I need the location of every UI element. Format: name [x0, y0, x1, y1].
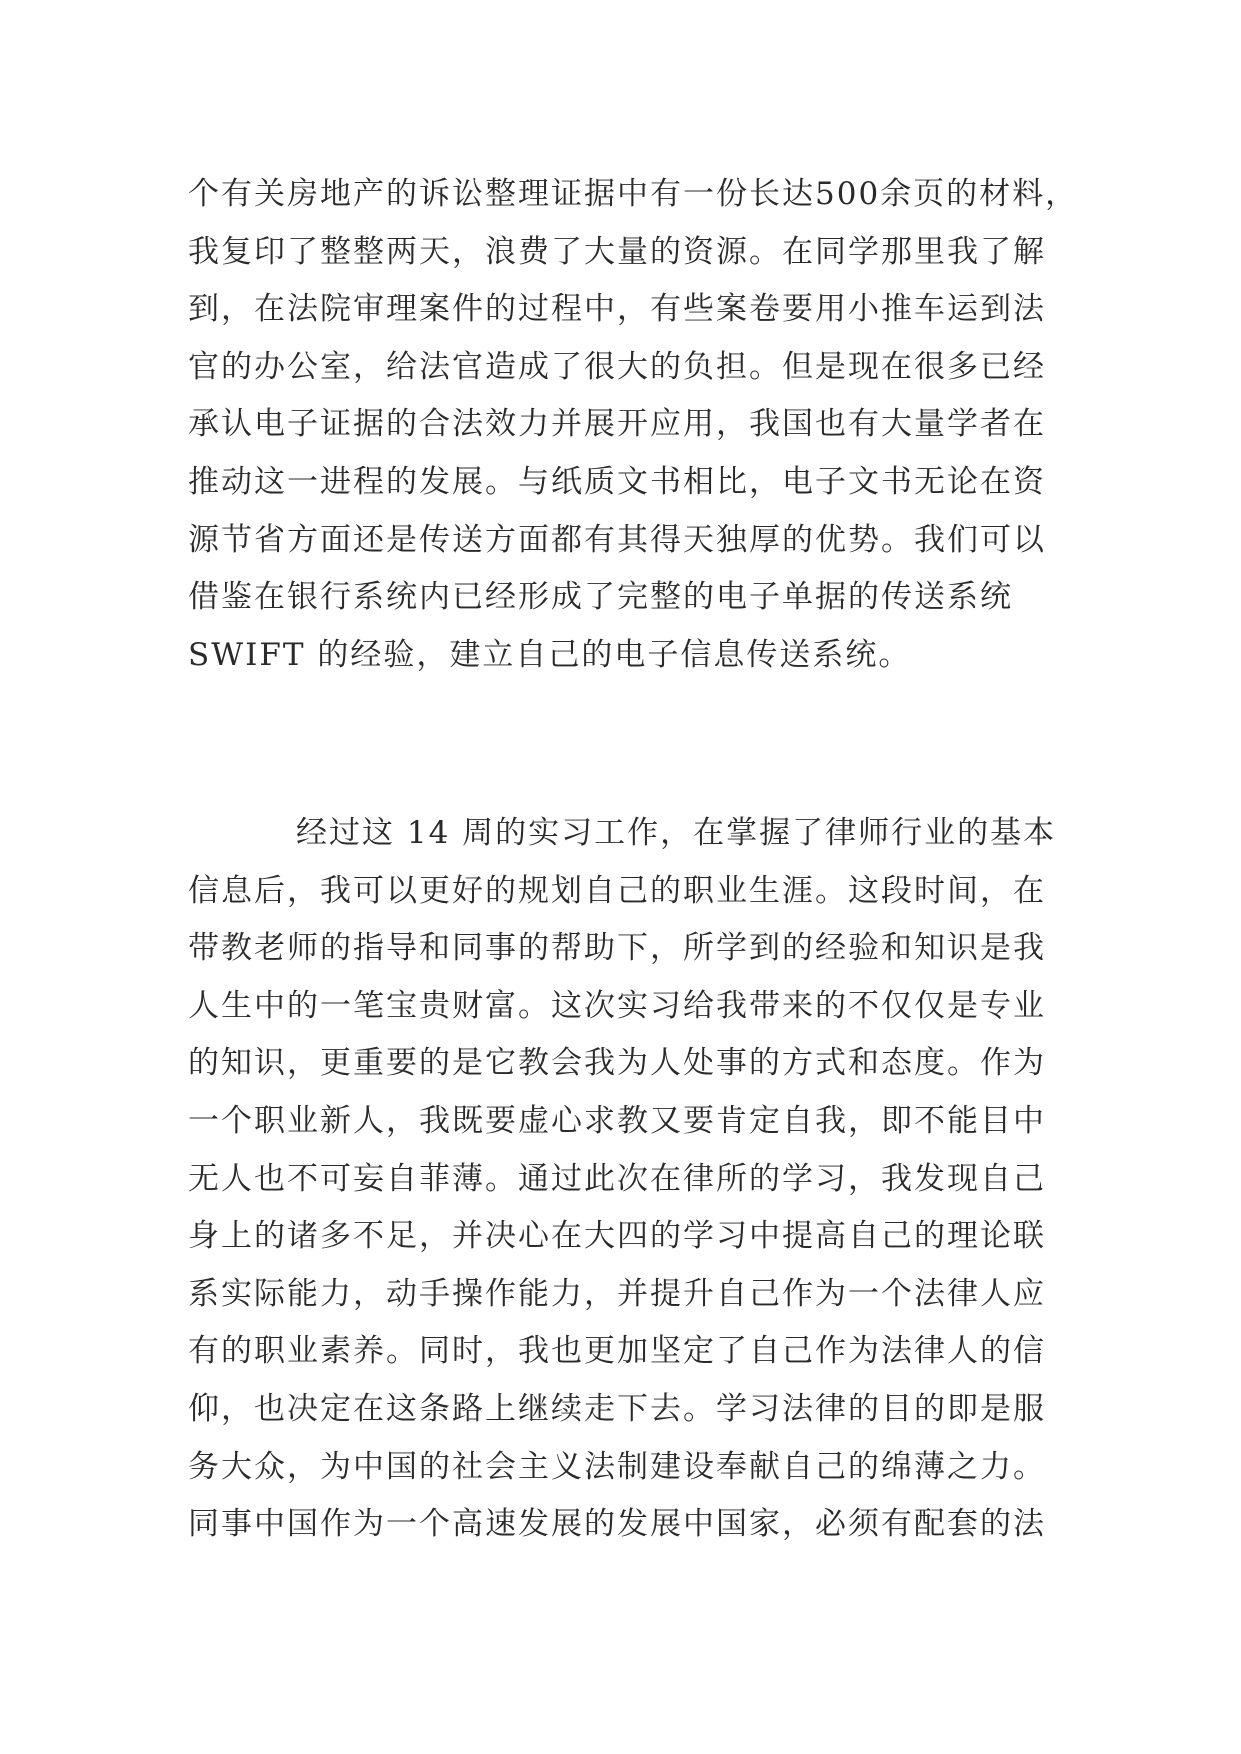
paragraph-line: SWIFT 的经验，建立自己的电子信息传送系统。 — [188, 636, 912, 673]
paragraph-line: 同事中国作为一个高速发展的发展中国家，必须有配套的法 — [188, 1506, 1046, 1543]
paragraph-line: 源节省方面还是传送方面都有其得天独厚的优势。我们可以 — [188, 521, 1046, 558]
paragraph-line: 推动这一进程的发展。与纸质文书相比，电子文书无论在资 — [188, 463, 1046, 500]
paragraph-line: 带教老师的指导和同事的帮助下，所学到的经验和知识是我 — [188, 930, 1046, 967]
paragraph-first-line: 经过这 14 周的实习工作，在掌握了律师行业的基本 — [296, 815, 1057, 851]
paragraph-line: 有的职业素养。同时，我也更加坚定了自己作为法律人的信 — [188, 1333, 1046, 1370]
paragraph-line: 仰，也决定在这条路上继续走下去。学习法律的目的即是服 — [188, 1390, 1046, 1427]
paragraph-line: 系实际能力，动手操作能力，并提升自己作为一个法律人应 — [188, 1275, 1046, 1312]
paragraph-line: 的知识，更重要的是它教会我为人处事的方式和态度。作为 — [188, 1045, 1046, 1082]
paragraph-line: 务大众，为中国的社会主义法制建设奉献自己的绵薄之力。 — [188, 1448, 1046, 1485]
paragraph-line: 一个职业新人，我既要虚心求教又要肯定自我，即不能目中 — [188, 1102, 1046, 1139]
paragraph-line: 到，在法院审理案件的过程中，有些案卷要用小推车运到法 — [188, 291, 1046, 328]
paragraph-line: 承认电子证据的合法效力并展开应用，我国也有大量学者在 — [188, 406, 1046, 443]
paragraph-line: 我复印了整整两天，浪费了大量的资源。在同学那里我了解 — [188, 233, 1046, 270]
paragraph-line: 身上的诸多不足，并决心在大四的学习中提高自己的理论联 — [188, 1218, 1046, 1255]
paragraph-line: 官的办公室，给法官造成了很大的负担。但是现在很多已经 — [188, 348, 1046, 385]
paragraph-line: 人生中的一笔宝贵财富。这次实习给我带来的不仅仅是专业 — [188, 987, 1046, 1024]
paragraph-1 — [188, 166, 1088, 684]
paragraph-2 — [188, 805, 1088, 1554]
paragraph-line: 无人也不可妄自菲薄。通过此次在律所的学习，我发现自己 — [188, 1160, 1046, 1197]
paragraph-line: 信息后，我可以更好的规划自己的职业生涯。这段时间，在 — [188, 872, 1046, 909]
paragraph-line: 个有关房地产的诉讼整理证据中有一份长达500余页的材料， — [188, 176, 1079, 212]
paragraph-line: 借鉴在银行系统内已经形成了完整的电子单据的传送系统 — [188, 579, 1013, 616]
